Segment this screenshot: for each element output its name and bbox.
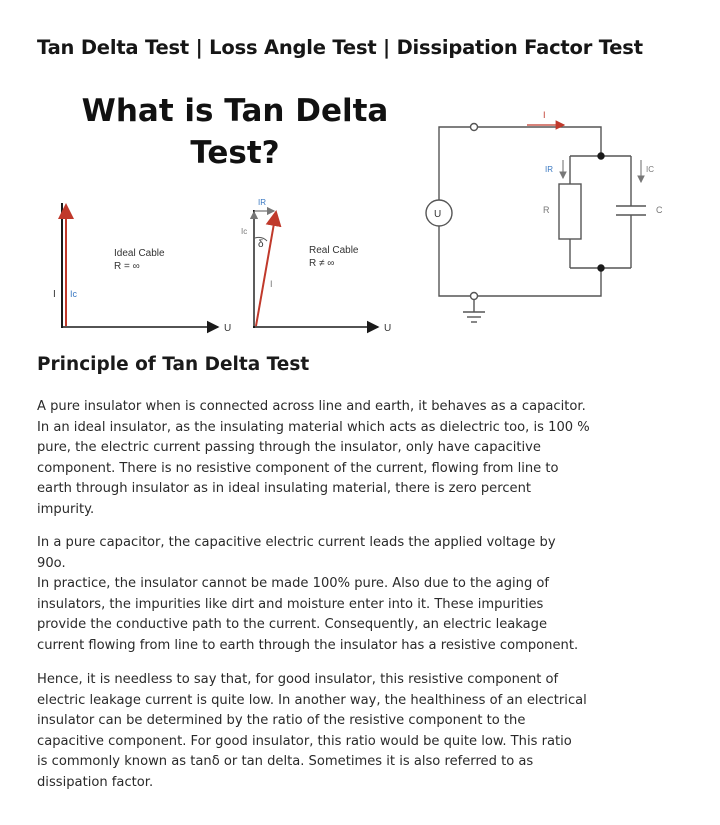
top-junction-node <box>598 153 604 159</box>
ideal-cable-relation: R = ∞ <box>114 261 140 272</box>
paragraph-1 <box>37 397 697 521</box>
capacitor-label: C <box>656 205 663 215</box>
paragraph-line: In practice, the insulator cannot be made 100% pure. Also due to the aging of <box>37 576 550 592</box>
paragraph-line: impurity. <box>37 501 95 517</box>
ideal-cable-label: Ideal Cable <box>114 248 165 259</box>
delta-angle-label: δ <box>258 239 264 250</box>
paragraph-line: provide the conductive path to the current. Consequently, an electric leakage <box>37 617 548 633</box>
paragraph-line: insulator can be determined by the ratio of the resistive component to the <box>37 713 526 729</box>
ideal-cable-diagram <box>53 203 231 334</box>
real-ic-label: Ic <box>241 227 248 236</box>
paragraph-line: capacitive component. For good insulator, this ratio would be quite low. This ratio <box>37 733 572 749</box>
paragraph-line: pure, the electric current passing through the insulator, only have capacitive <box>37 440 541 456</box>
ideal-voltage-label: U <box>224 323 232 334</box>
tan-delta-figure <box>0 0 720 345</box>
paragraph-line: current flowing from line to earth through the insulator has a resistive component. <box>37 637 579 653</box>
resistor-icon <box>559 184 581 239</box>
paragraph-line: insulators, the impurities like dirt and moisture enter into it. These impurities <box>37 596 544 612</box>
resistor-label: R <box>543 205 550 215</box>
real-voltage-label: U <box>384 323 392 334</box>
paragraph-line: electric leakage current is quite low. In another way, the healthiness of an electrical <box>37 692 587 708</box>
paragraph-line: In an ideal insulator, as the insulating material which acts as dielectric too, is 100 % <box>37 419 590 435</box>
real-total-current-vector <box>256 212 276 326</box>
paragraph-line: Hence, it is needless to say that, for good insulator, this resistive component of <box>37 672 559 687</box>
real-ir-label: IR <box>258 198 266 207</box>
paragraph-line: dissipation factor. <box>37 774 154 790</box>
source-label: U <box>434 209 442 220</box>
bottom-junction-node <box>598 265 604 271</box>
page-title: Tan Delta Test | Loss Angle Test | Dissipation Factor Test <box>37 36 643 59</box>
top-terminal-node <box>471 124 478 131</box>
figure-heading-line1: What is Tan Delta <box>81 93 389 129</box>
circuit-current-label: I <box>543 110 546 120</box>
real-cable-label: Real Cable <box>309 245 359 256</box>
paragraph-2 <box>37 533 697 657</box>
circuit-ir-label: IR <box>545 165 553 174</box>
section-heading: Principle of Tan Delta Test <box>37 354 310 375</box>
real-current-label: I <box>270 279 273 289</box>
paragraph-line: A pure insulator when is connected across line and earth, it behaves as a capacitor. <box>37 399 586 414</box>
paragraph-line: is commonly known as tanδ or tan delta. Sometimes it is also referred to as <box>37 754 534 770</box>
real-cable-diagram <box>241 198 391 334</box>
circuit-ic-label: IC <box>646 165 654 174</box>
paragraph-line: In a pure capacitor, the capacitive electric current leads the applied voltage by <box>37 535 556 550</box>
paragraph-line: 90o. <box>37 555 66 571</box>
circuit-diagram <box>426 124 646 323</box>
paragraph-line: component. There is no resistive component of the current, flowing from line to <box>37 460 559 476</box>
bottom-terminal-node <box>471 293 478 300</box>
figure-heading-line2: Test? <box>190 135 280 171</box>
real-cable-relation: R ≠ ∞ <box>309 258 335 269</box>
paragraph-3 <box>37 670 697 794</box>
ideal-current-label: I <box>53 289 56 300</box>
ideal-ic-label: Ic <box>70 289 78 299</box>
paragraph-line: earth through insulator as in ideal insulating material, there is zero percent <box>37 481 532 497</box>
